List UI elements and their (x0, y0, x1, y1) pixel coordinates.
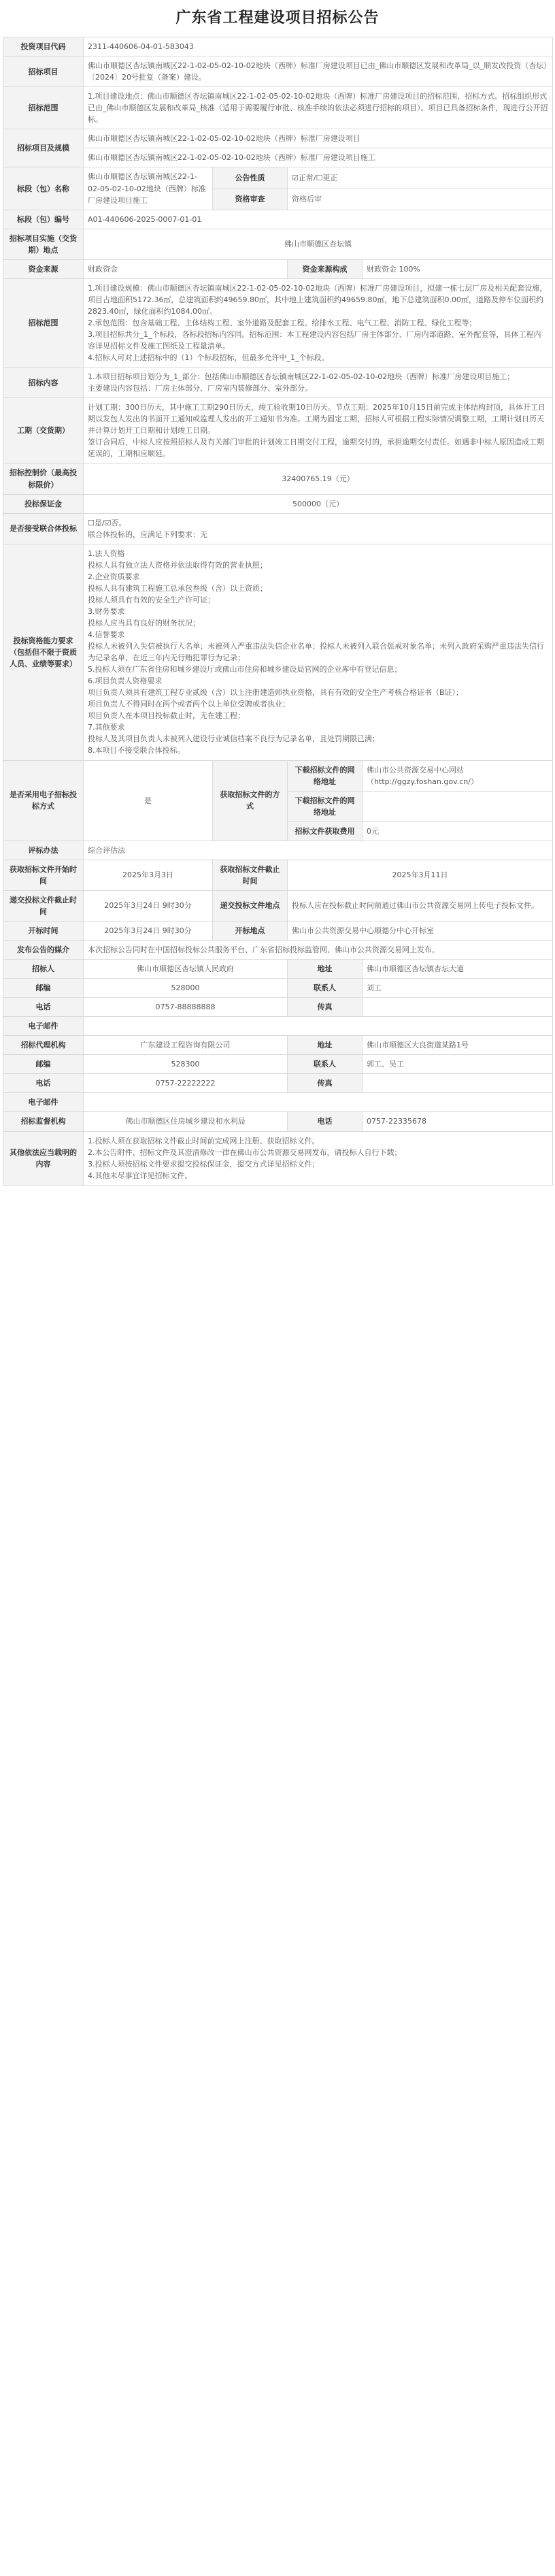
deadline-place-value: 投标人应在投标截止时间前通过佛山市公共资源交易网上传电子投标文件。 (288, 890, 553, 921)
qualification-label: 投标资格能力要求（包括但不限于资质人员、业绩等要求） (3, 544, 84, 760)
content-line: 1.本项目招标项目划分为_1_部分：包括佛山市顺德区杏坛镇南城区22-1-02-05-02-10-02地块（西牌）标准厂房建设项目施工； (88, 372, 515, 382)
open-place-label: 开标地点 (213, 922, 288, 941)
deadline-label: 递交投标文件截止时间 (3, 890, 84, 921)
supervisor-label: 招标监督机构 (3, 1112, 84, 1131)
qualification-line: 投标人未被列入失信被执行人名单；未被列入严重违法失信企业名单；投标人未被列入联合惩戒对象名单；未列入政府采购严重违法失信行为记录名单，在近三年内无行贿犯罪行为记录； (88, 642, 544, 663)
period-line: 计划工期：300日历天，其中施工工期290日历天，竣工验收期10日历天。节点工期：2025年10月15日前完成主体结构封顶，具体开工日期以发包人发出的书面开工通知或监理人发出的开工通知书为准。工期为固定工期，招标人可根据工程实际情况调整工期，工期计划日历天并计算计划开工日期和计划竣工日期。 (88, 403, 545, 436)
evaluation-value: 综合评估法 (84, 841, 553, 860)
qualification-line: 8.本项目不接受联合体投标。 (88, 746, 185, 755)
row-agency (3, 1036, 553, 1055)
funds-ratio-value: 财政资金 100% (363, 259, 553, 278)
section-code-value: A01-440606-2025-0007-01-01 (84, 210, 553, 229)
tenderer-email-value (84, 1017, 553, 1036)
row-media (3, 941, 553, 960)
fee-label: 招标文件获取费用 (288, 821, 363, 841)
qualification-line: 7.其他要求 (88, 723, 125, 732)
funds-ratio-label: 资金来源构成 (288, 259, 363, 278)
tenderer-phone-value: 0757-88888888 (84, 998, 288, 1017)
row-period (3, 398, 553, 463)
notice-table (3, 37, 553, 1186)
tenderer-addr-value: 佛山市顺德区杏坛镇杏坛大道 (363, 960, 553, 979)
deadline-place-label: 递交投标文件地点 (213, 890, 288, 921)
open-value: 2025年3月24日 9时30分 (84, 922, 213, 941)
qualification-line: 项目负责人在本项目投标截止时，无在建工程； (88, 711, 245, 721)
other-value (84, 1131, 553, 1185)
row-qualification (3, 544, 553, 760)
qualification-line: 投标人及其项目负责人未被列入建设行业诚信档案不良行为记录名单，且处罚期限已满； (88, 734, 380, 744)
row-approval (3, 87, 553, 129)
project-name-value: 佛山市顺德区杏坛镇南城区22-1-02-05-02-10-02地块（西牌）标准厂房建设项目已由_佛山市顺德区发展和改革局_以_顺发改投资（杏坛）〔2024〕20号批复（备案）建设。 (84, 56, 553, 87)
row-time-3 (3, 922, 553, 941)
method-label: 获取招标文件的方式 (213, 760, 288, 841)
scope-line: 4.招标人可对上述招标中的（1）个标段招标，但最多允许中_1_个标段。 (88, 353, 329, 363)
qualification-line: 项目负责人须具有建筑工程专业贰级（含）以上注册建造师执业资格，具有有效的安全生产考核合格证书（B证）； (88, 688, 464, 698)
supervisor-phone-label: 电话 (288, 1112, 363, 1131)
qualification-line: 投标人应当具有良好的财务状况； (88, 618, 200, 627)
agency-fax-label: 传真 (288, 1074, 363, 1093)
end-value: 2025年3月11日 (288, 860, 553, 890)
project-code-value: 2311-440606-04-01-583043 (84, 37, 553, 56)
agency-value: 广东建设工程咨询有限公司 (84, 1036, 288, 1055)
tenderer-contact-value: 刘工 (363, 979, 553, 998)
other-line: 1.投标人须在获取招标文件截止时间前完成网上注册、获取招标文件。 (88, 1136, 320, 1145)
other-label: 其他依法应当载明的内容 (3, 1131, 84, 1185)
qualification-line: 2.企业资质要求 (88, 572, 140, 581)
qualification-line: 1.法人资格 (88, 549, 125, 558)
start-label: 获取招标文件开始时间 (3, 860, 84, 890)
period-value (84, 398, 553, 463)
tenderer-fax-value (363, 998, 553, 1017)
agency-contact-label: 联系人 (288, 1055, 363, 1074)
row-electronic (3, 760, 553, 791)
end-label: 获取招标文件截止时间 (213, 860, 288, 890)
project-name-label: 招标项目 (3, 56, 84, 87)
period-line: 签订合同后，中标人应按照招标人及有关部门审批的计划竣工日期交付工程，逾期交付的，承担逾期交付责任。如遇非中标人原因造成工期延误的，工期相应顺延。 (88, 438, 544, 459)
tenderer-post-label: 邮编 (3, 979, 84, 998)
electronic-value: 是 (84, 760, 213, 841)
control-price-label: 招标控制价（最高投标限价） (3, 463, 84, 494)
row-funds (3, 259, 553, 278)
consortium-choice: ☐是/☑否。 (88, 518, 127, 527)
method-value-cell (363, 791, 553, 821)
section-name: 佛山市顺德区杏坛镇南城区22-1-02-05-02-10-02地块（西牌）标准厂房建设项目施工 (84, 167, 213, 210)
row-project-name (3, 56, 553, 87)
open-place-value: 佛山市公共资源交易中心顺德分中心开标室 (288, 922, 553, 941)
row-section-code (3, 210, 553, 229)
content-value (84, 368, 553, 398)
row-scope (3, 278, 553, 367)
tenderer-post-value: 528000 (84, 979, 288, 998)
funds-source: 财政资金 (84, 259, 288, 278)
control-price-value: 32400765.19（元） (84, 463, 553, 494)
scope-line: 3.项目招标共分_1_个标段，各标段招标内容同。招标范围：本工程建设内容包括厂房主体部分、厂房内部道路、室外配套等，具体工程内容详见招标文件及施工图纸及工程量清单。 (88, 329, 541, 351)
row-agency-3 (3, 1074, 553, 1093)
tenderer-contact-label: 联系人 (288, 979, 363, 998)
agency-post-value: 528300 (84, 1055, 288, 1074)
content-line: 主要建设内容包括：厂房主体部分、厂房室内装修部分、室外部分。 (88, 384, 312, 393)
deposit-value: 500000（元） (84, 494, 553, 513)
consortium-label: 是否接受联合体投标 (3, 513, 84, 544)
tenderer-phone-label: 电话 (3, 998, 84, 1017)
consortium-note: 联合体投标的，应满足下列要求：无 (88, 529, 207, 539)
row-location (3, 229, 553, 259)
location-label: 招标项目实施（交货期）地点 (3, 229, 84, 259)
agency-email-label: 电子邮件 (3, 1093, 84, 1112)
project-code-label: 投资项目代码 (3, 37, 84, 56)
row-tenderer-3 (3, 998, 553, 1017)
method-value-label: 下载招标文件的网络地址 (288, 791, 363, 821)
notice-type-value: ☑正常/☐更正 (288, 167, 553, 189)
qualification-line: 投标人具有独立法人资格并依法取得有效的营业执照； (88, 560, 267, 570)
other-line: 2.本公告附件、招标文件及其澄清修改一律在佛山市公共资源交易网发布，请投标人自行下载； (88, 1147, 402, 1157)
qualification-line: 6.项目负责人资格要求 (88, 676, 163, 686)
row-control-price (3, 463, 553, 494)
qualification-line: 5.投标人须在广东省住房和城乡建设厅或佛山市住房和城乡建设局官网的企业库中有登记信息； (88, 665, 402, 674)
row-other (3, 1131, 553, 1185)
agency-contact-value: 郭工、吴工 (363, 1055, 553, 1074)
tender-project-section: 佛山市顺德区杏坛镇南城区22-1-02-05-02-10-02地块（西牌）标准厂房建设项目施工 (84, 148, 553, 167)
row-evaluation (3, 841, 553, 860)
row-consortium (3, 513, 553, 544)
approval-label: 招标范围 (3, 87, 84, 129)
content-label: 招标内容 (3, 368, 84, 398)
location-value: 佛山市顺德区杏坛镇 (84, 229, 553, 259)
media-value: 本次招标公告同时在中国招标投标公共服务平台、广东省招标投标监管网、佛山市公共资源交易网上发布。 (84, 941, 553, 960)
row-deposit (3, 494, 553, 513)
row-tenderer-2 (3, 979, 553, 998)
qualification-line: 项目负责人不得同时在两个或者两个以上单位受聘或者执业； (88, 700, 290, 709)
row-agency-4 (3, 1093, 553, 1112)
evaluation-label: 评标办法 (3, 841, 84, 860)
row-project-code (3, 37, 553, 56)
row-time-2 (3, 890, 553, 921)
consortium-value (84, 513, 553, 544)
tenderer-label: 招标人 (3, 960, 84, 979)
qualification-value (84, 544, 553, 760)
other-line: 3.投标人须按招标文件要求提交投标保证金，提交方式详见招标文件； (88, 1159, 320, 1169)
tender-project-name: 佛山市顺德区杏坛镇南城区22-1-02-05-02-10-02地块（西牌）标准厂房建设项目 (84, 129, 553, 148)
section-label: 标段（包）名称 (3, 167, 84, 210)
deadline-value: 2025年3月24日 9时30分 (84, 890, 213, 921)
url-value[interactable]: 佛山市公共资源交易中心网站（http://ggzy.foshan.gov.cn/） (363, 760, 553, 791)
qualification-line: 投标人具有建筑工程施工总承包叁级（含）以上资质； (88, 583, 267, 593)
agency-addr-label: 地址 (288, 1036, 363, 1055)
page-title: 广东省工程建设项目招标公告 (175, 10, 380, 27)
qual-label: 资格审查 (213, 189, 288, 210)
start-value: 2025年3月3日 (84, 860, 213, 890)
scope-line: 2.承包范围：包含基础工程、主体结构工程、室外道路及配套工程、给排水工程、电气工程、消防工程、绿化工程等； (88, 318, 477, 327)
row-content (3, 368, 553, 398)
agency-label: 招标代理机构 (3, 1036, 84, 1055)
qualification-line: 3.财务要求 (88, 606, 125, 616)
qualification-line: 4.信誉要求 (88, 630, 125, 640)
supervisor-value: 佛山市顺德区住房城乡建设和水利局 (84, 1112, 288, 1131)
approval-value: 1.项目建设地点：佛山市顺德区杏坛镇南城区22-1-02-05-02-10-02地块（西牌）标准厂房建设项目的招标范围、招标方式。招标组织形式已由_佛山市顺德区发展和改革局_核准（适用于需要履行审批、核准手续的依法必须进行招标的项目）。项目已具备招标条件，现进行公开招标。 (84, 87, 553, 129)
notice-type-label: 公告性质 (213, 167, 288, 189)
scope-line: 1.项目建设规模：佛山市顺德区杏坛镇南城区22-1-02-05-02-10-02地块（西牌）标准厂房建设项目，拟建一栋七层厂房及相关配套设施，项目占地面积5172.36㎡，总建筑面积约49659.80㎡，其中地上建筑面积约49659.80㎡，地下总建筑面积0.00㎡，道路及停车位面积约2823.40㎡，绿化面积约1084.00㎡。 (88, 283, 548, 316)
row-time-1 (3, 860, 553, 890)
tender-project-label: 招标项目及规模 (3, 129, 84, 167)
scope-value (84, 278, 553, 367)
scope-label: 招标范围 (3, 278, 84, 367)
tenderer-email-label: 电子邮件 (3, 1017, 84, 1036)
row-tender-project-2 (3, 148, 553, 167)
row-section (3, 167, 553, 189)
row-supervisor (3, 1112, 553, 1131)
deposit-label: 投标保证金 (3, 494, 84, 513)
url-label: 下载招标文件的网络地址 (288, 760, 363, 791)
supervisor-phone-value: 0757-22335678 (363, 1112, 553, 1131)
qualification-line: 投标人须具有有效的安全生产许可证； (88, 595, 215, 604)
qual-value: 资格后审 (288, 189, 553, 210)
electronic-label: 是否采用电子招标投标方式 (3, 760, 84, 841)
row-agency-2 (3, 1055, 553, 1074)
row-tender-project (3, 129, 553, 148)
fee-value: 0元 (363, 821, 553, 841)
section-code-label: 标段（包）编号 (3, 210, 84, 229)
open-label: 开标时间 (3, 922, 84, 941)
row-tenderer (3, 960, 553, 979)
period-label: 工期（交货期） (3, 398, 84, 463)
agency-phone-value: 0757-22222222 (84, 1074, 288, 1093)
agency-fax-value (363, 1074, 553, 1093)
tenderer-value: 佛山市顺德区杏坛镇人民政府 (84, 960, 288, 979)
tenderer-fax-label: 传真 (288, 998, 363, 1017)
page (0, 0, 555, 1199)
row-tenderer-4 (3, 1017, 553, 1036)
agency-email-value (84, 1093, 553, 1112)
agency-post-label: 邮编 (3, 1055, 84, 1074)
other-line: 4.其他未尽事宜详见招标文件。 (88, 1171, 192, 1180)
tenderer-addr-label: 地址 (288, 960, 363, 979)
media-label: 发布公告的媒介 (3, 941, 84, 960)
funds-label: 资金来源 (3, 259, 84, 278)
agency-phone-label: 电话 (3, 1074, 84, 1093)
agency-addr-value: 佛山市顺德区大良街道某路1号 (363, 1036, 553, 1055)
